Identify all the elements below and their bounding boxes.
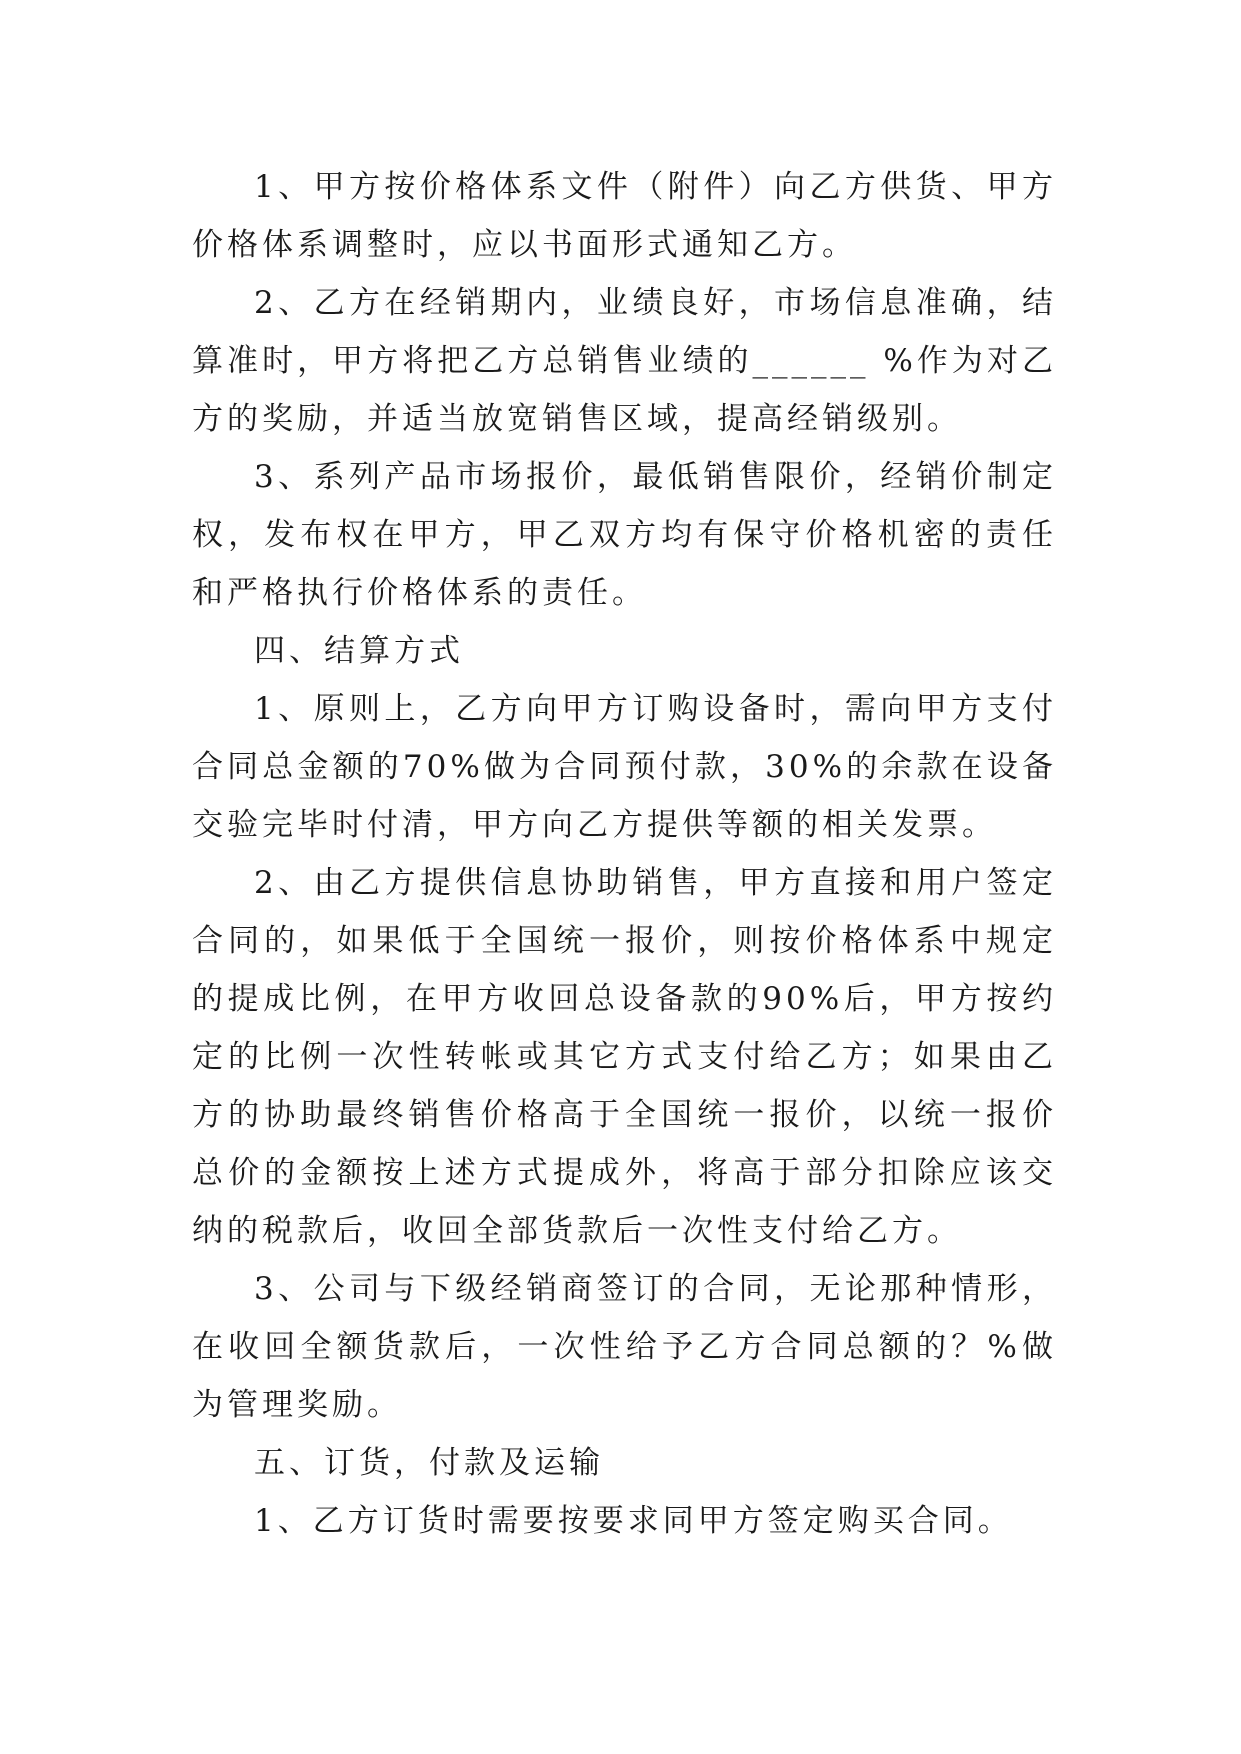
clause-paragraph: 2、乙方在经销期内，业绩良好，市场信息准确，结算准时，甲方将把乙方总销售业绩的______ %作为对乙方的奖励，并适当放宽销售区域，提高经销级别。 xyxy=(192,285,1057,437)
clause-paragraph: 2、由乙方提供信息协助销售，甲方直接和用户签定合同的，如果低于全国统一报价，则按价格体系中规定的提成比例，在甲方收回总设备款的90%后，甲方按约定的比例一次性转帐或其它方式支付给乙方；如果由乙方的协助最终销售价格高于全国统一报价，以统一报价总价的金额按上述方式提成外，将高于部分扣除应该交纳的税款后，收回全部货款后一次性支付给乙方。 xyxy=(192,865,1057,1249)
section-heading: 四、结算方式 xyxy=(254,633,464,669)
document-body xyxy=(192,158,1057,1550)
clause-paragraph: 1、甲方按价格体系文件（附件）向乙方供货、甲方价格体系调整时，应以书面形式通知乙方。 xyxy=(192,169,1057,263)
clause-paragraph: 3、公司与下级经销商签订的合同，无论那种情形，在收回全额货款后，一次性给予乙方合同总额的？%做为管理奖励。 xyxy=(192,1271,1057,1423)
clause-paragraph: 3、系列产品市场报价，最低销售限价，经销价制定权，发布权在甲方，甲乙双方均有保守价格机密的责任和严格执行价格体系的责任。 xyxy=(192,459,1057,611)
section-heading: 五、订货，付款及运输 xyxy=(254,1445,604,1481)
clause-paragraph: 1、原则上，乙方向甲方订购设备时，需向甲方支付合同总金额的70%做为合同预付款，30%的余款在设备交验完毕时付清，甲方向乙方提供等额的相关发票。 xyxy=(192,691,1057,843)
clause-paragraph: 1、乙方订货时需要按要求同甲方签定购买合同。 xyxy=(254,1503,1013,1539)
